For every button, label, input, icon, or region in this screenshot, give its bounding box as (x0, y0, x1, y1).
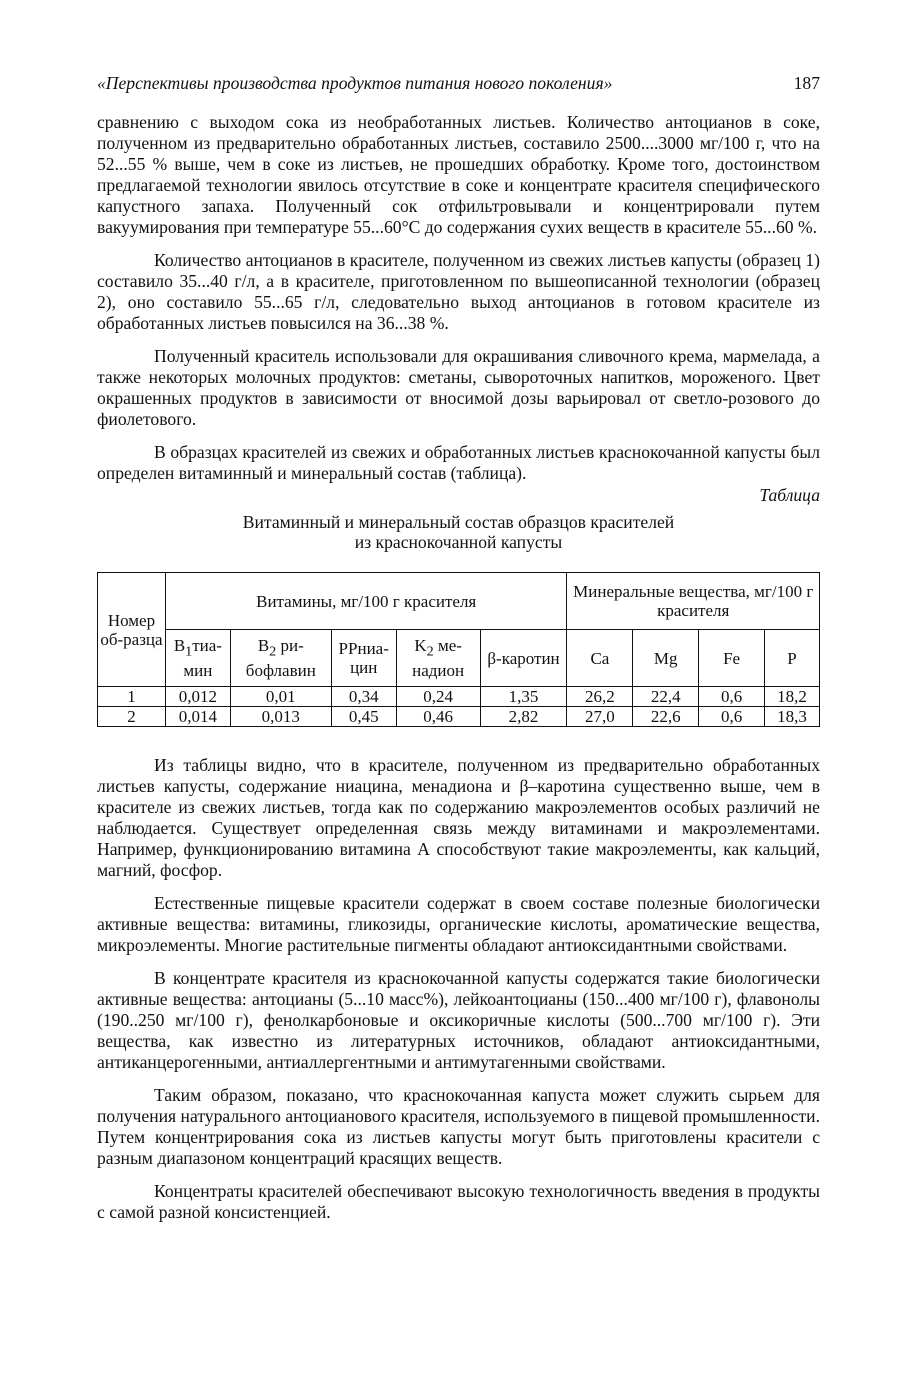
column-symbol: Mg (653, 648, 678, 668)
column-symbol: K (414, 635, 427, 655)
value-cell: 18,3 (765, 707, 820, 727)
value-cell: 0,45 (331, 707, 396, 727)
column-header (396, 630, 480, 687)
page (97, 72, 820, 1223)
value-cell: 0,014 (165, 707, 230, 727)
column-name: ме-надион (412, 635, 465, 681)
value-cell: 0,012 (165, 687, 230, 707)
running-title: «Перспективы производства продуктов питания нового поколения» (97, 73, 613, 93)
column-subscript: 1 (185, 643, 193, 660)
value-cell: 0,01 (230, 687, 331, 707)
column-header (165, 630, 230, 687)
sample-number-cell: 1 (98, 687, 166, 707)
value-cell: 0,013 (230, 707, 331, 727)
column-name: каротин (501, 648, 560, 668)
column-header (230, 630, 331, 687)
column-header (331, 630, 396, 687)
paragraph: Концентраты красителей обеспечивают высокую технологичность введения в продукты с самой разной консистенцией. (97, 1181, 820, 1222)
column-name: тиа-мин (183, 635, 222, 681)
sample-number-cell: 2 (98, 707, 166, 727)
column-symbol: β- (487, 648, 502, 668)
value-cell: 0,46 (396, 707, 480, 727)
value-cell: 0,24 (396, 687, 480, 707)
running-header (97, 72, 820, 94)
value-cell: 22,6 (633, 707, 699, 727)
column-header (567, 630, 633, 687)
table-caption (97, 512, 820, 552)
value-cell: 27,0 (567, 707, 633, 727)
paragraph: Полученный краситель использовали для окрашивания сливочного крема, мармелада, а также некоторых молочных продуктов: сметаны, сывороточных напитков, мороженого. Цвет окрашенных продуктов в зависимости от вносимой дозы варьировал от светло-розового до фиолетового. (97, 346, 820, 429)
table-subheader-row (98, 630, 820, 687)
paragraph: Из таблицы видно, что в красителе, полученном из предварительно обработанных листьев капусты, содержание ниацина, менадиона и β–каротина существенно выше, чем в красителе из свежих листьев, тогда как по содержанию макроэлементов особых различий не наблюдается. Существует определенная связь между витаминами и макроэлементами. Например, функционированию витамина А способствуют такие макроэлементы, как кальций, магний, фосфор. (97, 755, 820, 880)
table-body (98, 687, 820, 727)
value-cell: 0,6 (699, 707, 765, 727)
column-subscript: 2 (269, 643, 277, 660)
value-cell: 18,2 (765, 687, 820, 707)
composition-table (97, 572, 820, 727)
table-header-row (98, 573, 820, 630)
value-cell: 2,82 (480, 707, 567, 727)
table-caption-line: из краснокочанной капусты (354, 532, 563, 552)
value-cell: 26,2 (567, 687, 633, 707)
paragraph: Естественные пищевые красители содержат в своем составе полезные биологически активные вещества: витамины, гликозиды, органические кислоты, ароматические вещества, микроэлементы. Многие растительные пигменты обладают антиоксидантными свойствами. (97, 893, 820, 955)
paragraph: Таким образом, показано, что краснокочанная капуста может служить сырьем для получения натурального антоцианового красителя, используемого в пищевой промышленности. Путем концентрирования сока из листьев капусты могут быть приготовлены красители с разным диапазоном концентраций красящих веществ. (97, 1085, 820, 1168)
column-symbol: Fe (723, 648, 741, 668)
column-symbol: B (173, 635, 186, 655)
page-number: 187 (793, 73, 820, 93)
paragraph: В концентрате красителя из краснокочанной капусты содержатся такие биологически активные вещества: антоцианы (5...10 масс%), лейкоантоцианы (150...400 мг/100 г), флавонолы (190..250 мг/100 г), фенолкарбоновые и оксикоричные кислоты (500...700 мг/100 г). Эти вещества, как известно из литературных источников, обладают антиоксидантными, антиканцерогенными, антиаллергентными и антимутагенными свойствами. (97, 968, 820, 1072)
paragraph: Количество антоцианов в красителе, полученном из свежих листьев капусты (образец 1) составило 35...40 г/л, а в красителе, приготовленном по вышеописанной технологии (образец 2), оно составило 55...65 г/л, следовательно выход антоцианов в готовом красителе из обработанных листьев повысился на 36...38 %. (97, 250, 820, 333)
header-minerals: Минеральные вещества, мг/100 г красителя (567, 573, 820, 630)
header-sample: Номер об-разца (98, 573, 166, 687)
value-cell: 1,35 (480, 687, 567, 707)
paragraph: В образцах красителей из свежих и обработанных листьев краснокочанной капусты был определен витаминный и минеральный состав (таблица). (97, 442, 820, 483)
table-row (98, 687, 820, 707)
column-symbol: B (257, 635, 270, 655)
table-label: Таблица (759, 485, 820, 505)
column-header (480, 630, 567, 687)
column-header (699, 630, 765, 687)
value-cell: 0,6 (699, 687, 765, 707)
table-row (98, 707, 820, 727)
column-symbol: PP (338, 639, 358, 658)
column-symbol: P (787, 648, 797, 668)
paragraph: сравнению с выходом сока из необработанных листьев. Количество антоцианов в соке, полученном из предварительно обработанных листьев, составило 2500....3000 мг/100 г, что на 52...55 % выше, чем в соке из листьев, не прошедших обработку. Кроме того, достоинством предлагаемой технологии явилось отсутствие в соке и концентрате красителя специфического капустного запаха. Полученный сок отфильтровывали и концентрировали путем вакуумирования при температуре 55...60°С до содержания сухих веществ в красителе 55...60 %. (97, 112, 820, 237)
header-vitamins: Витамины, мг/100 г красителя (165, 573, 567, 630)
column-name: ри-бофлавин (245, 635, 316, 681)
column-subscript: 2 (426, 643, 434, 660)
column-name: ниа-цин (350, 639, 389, 677)
column-header (633, 630, 699, 687)
value-cell: 22,4 (633, 687, 699, 707)
table-caption-line: Витаминный и минеральный состав образцов красителей (242, 512, 675, 532)
column-symbol: Ca (590, 648, 610, 668)
column-header (765, 630, 820, 687)
value-cell: 0,34 (331, 687, 396, 707)
